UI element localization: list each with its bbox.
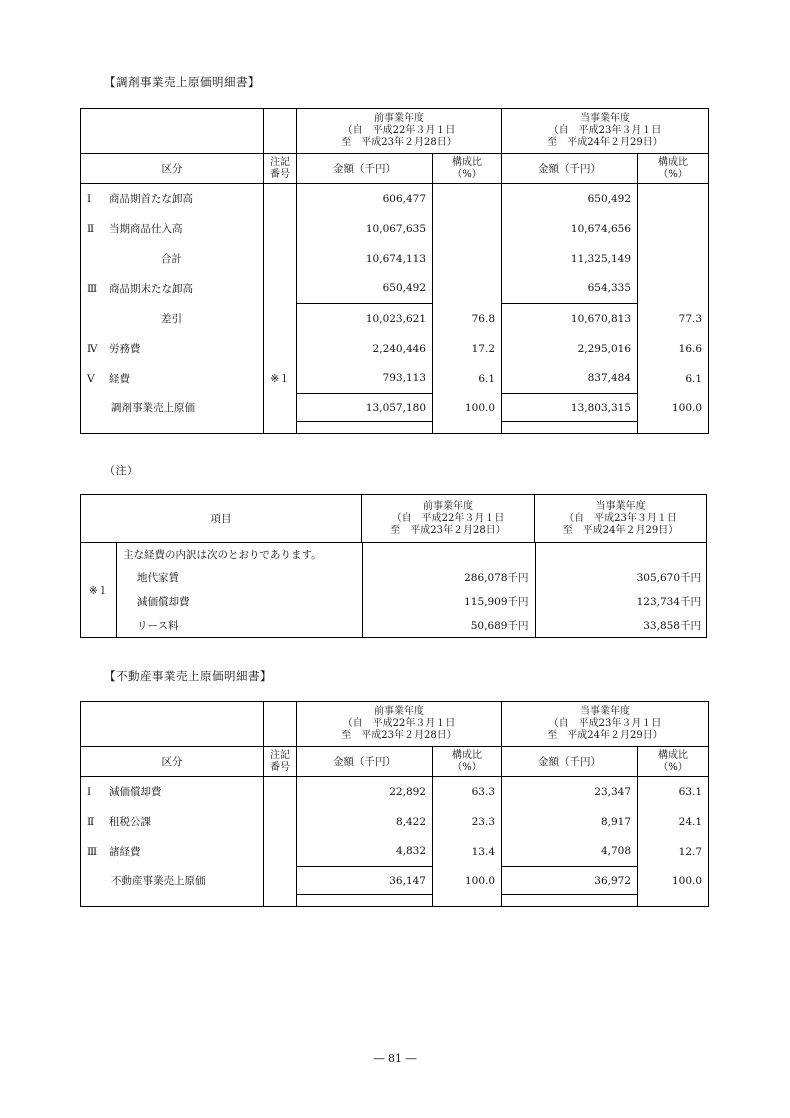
col-ratio-curr: 構成比 （%） [638, 154, 709, 184]
table-row: Ⅱ 租税公課 8,422 23.3 8,917 24.1 [81, 807, 709, 837]
prev-period-header: 前事業年度 （自 平成22年３月１日 至 平成23年２月28日） [297, 109, 502, 154]
prev-period-header: 前事業年度 （自 平成22年３月１日 至 平成23年２月28日） [297, 702, 502, 747]
table-row: Ⅲ 商品期末たな卸高 650,492 654,335 [81, 274, 709, 304]
table-row: 差引 10,023,621 76.8 10,670,813 77.3 [81, 304, 709, 334]
curr-period-header: 当事業年度 （自 平成23年３月１日 至 平成24年２月29日） [502, 109, 709, 154]
real-estate-cost-table [80, 701, 709, 907]
col-ratio-prev: 構成比 （%） [433, 154, 502, 184]
section1-heading: 【調剤事業売上原価明細書】 [104, 75, 260, 89]
notes-curr-header: 当事業年度 （自 平成23年３月１日 至 平成24年２月29日） [535, 495, 707, 543]
col-amount-prev: 金額（千円） [297, 747, 433, 777]
table-row: Ⅴ 経費 ※１ 793,113 6.1 837,484 6.1 [81, 364, 709, 394]
dispensing-cost-table [80, 108, 709, 434]
col-kubun: 区分 [81, 154, 264, 184]
notes-header-item: 項目 [81, 495, 362, 543]
col-kubun: 区分 [81, 747, 264, 777]
notes-intro: 主な経費の内訳は次のとおりであります。 [123, 548, 322, 561]
col-ratio-curr: 構成比 （%） [638, 747, 709, 777]
notes-label: （注） [104, 464, 139, 477]
note-mark: ※１ [264, 364, 297, 394]
list-item: 地代家賃 286,078千円 305,670千円 [117, 565, 707, 589]
notes-table [80, 494, 707, 638]
table-row: Ⅰ 商品期首たな卸高 606,477 650,492 [81, 184, 709, 214]
curr-period-header: 当事業年度 （自 平成23年３月１日 至 平成24年２月29日） [502, 702, 709, 747]
col-amount-curr: 金額（千円） [502, 747, 638, 777]
table-row: Ⅰ 減価償却費 22,892 63.3 23,347 63.1 [81, 777, 709, 807]
notes-prev-header: 前事業年度 （自 平成22年３月１日 至 平成23年２月28日） [362, 495, 535, 543]
table-row: Ⅱ 当期商品仕入高 10,067,635 10,674,656 [81, 214, 709, 244]
page-number: ― 81 ― [373, 1052, 417, 1065]
table-row-total: 調剤事業売上原価 13,057,180 100.0 13,803,315 100.0 [81, 394, 709, 422]
col-amount-prev: 金額（千円） [297, 154, 433, 184]
list-item: 減価償却費 115,909千円 123,734千円 [117, 589, 707, 613]
col-note: 注記 番号 [264, 747, 297, 777]
section2-heading: 【不動産事業売上原価明細書】 [104, 669, 272, 683]
col-note: 注記 番号 [264, 154, 297, 184]
col-ratio-prev: 構成比 （%） [433, 747, 502, 777]
table-row-total: 不動産事業売上原価 36,147 100.0 36,972 100.0 [81, 867, 709, 895]
list-item: リース料 50,689千円 33,858千円 [117, 613, 707, 637]
table-row: 合計 10,674,113 11,325,149 [81, 244, 709, 274]
table-row: Ⅳ 労務費 2,240,446 17.2 2,295,016 16.6 [81, 334, 709, 364]
notes-mark: ※１ [81, 543, 117, 638]
table-row: Ⅲ 諸経費 4,832 13.4 4,708 12.7 [81, 837, 709, 867]
col-amount-curr: 金額（千円） [502, 154, 638, 184]
